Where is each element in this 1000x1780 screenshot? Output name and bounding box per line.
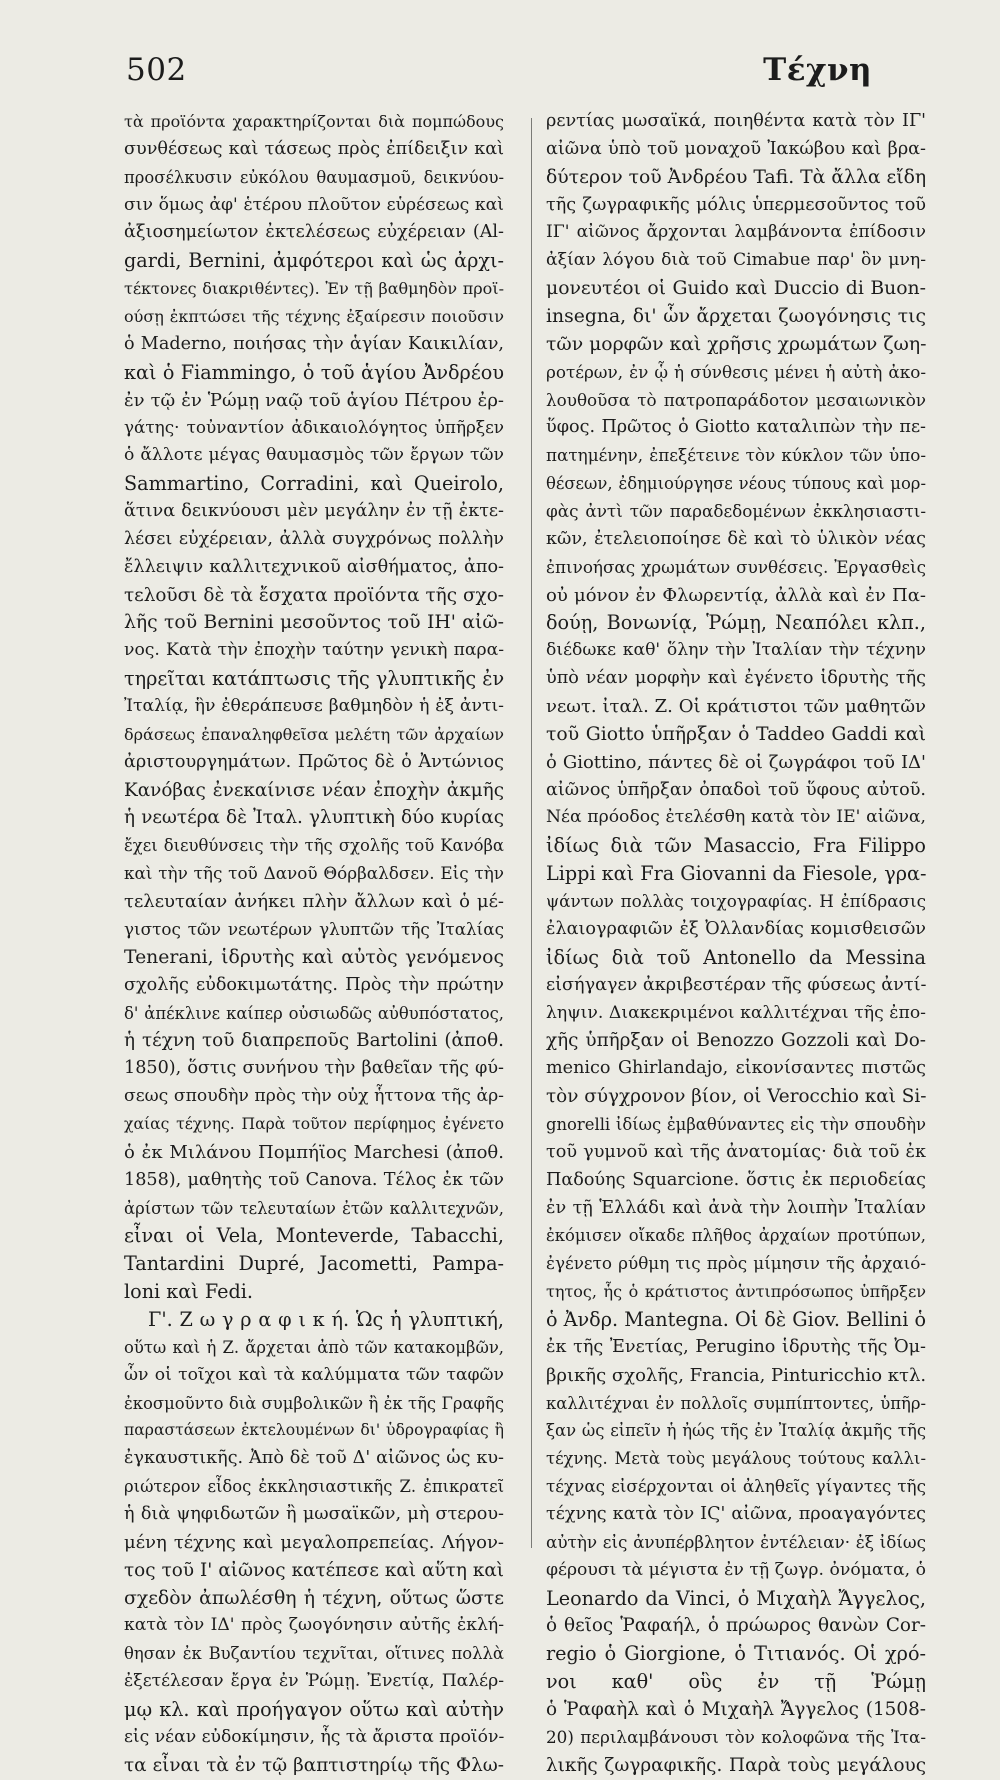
text-line: ροτέρων, ἐν ᾧ ἡ σύνθεσις μένει ἡ αὐτὴ ἀκο- (546, 361, 926, 382)
text-line: ἀξιοσημείωτον ἐκτελέσεως εὐχέρειαν (Al- (124, 222, 504, 243)
text-line: ὕφος. Πρῶτος ὁ Giotto καταλιπὼν τὴν πε- (546, 417, 926, 438)
text-line: προσέλκυσιν εὐκόλου θαυμασμοῦ, δεικνύου- (124, 167, 504, 187)
text-line: λικῆς ζωγραφικῆς. Παρὰ τοὺς μεγάλους (546, 1754, 926, 1776)
text-line: ξαν ὡς εἰπεῖν ἡ ἠώς τῆς ἐν Ἰταλίᾳ ἀκμῆς τῆς (546, 1421, 926, 1441)
text-line: οὐ μόνον ἐν Φλωρεντίᾳ, ἀλλὰ καὶ ἐν Πα- (546, 584, 926, 606)
text-line: ἐλαιογραφιῶν ἐξ Ὀλλανδίας κομισθεισῶν (546, 918, 926, 939)
text-line: θέσεων, ἐδημιούργησε νέους τύπους καὶ μορ- (546, 474, 926, 494)
text-line: ὁ θεῖος Ῥαφαήλ, ὁ πρώωρος θανὼν Cor- (546, 1615, 926, 1637)
text-line: χαίας τέχνης. Παρὰ τοῦτον περίφημος ἐγένετο (124, 1114, 504, 1133)
text-line: τὸν σύγχρονον βίον, οἱ Verocchio καὶ Si- (546, 1086, 926, 1108)
text-line: regio ὁ Giorgione, ὁ Τιτιανός. Οἱ χρό- (546, 1642, 926, 1666)
text-line: Νέα πρόοδος ἐτελέσθη κατὰ τὸν ΙΕ' αἰῶνα, (546, 807, 926, 828)
text-line: 1850), ὅστις συνήνου τὴν βαθεῖαν τῆς φύ- (124, 1058, 504, 1079)
text-line: σχολῆς εὐδοκιμωτάτης. Πρὸς τὴν πρώτην (124, 974, 504, 995)
text-line: ἡ τέχνη τοῦ διαπρεποῦς Bartolini (ἀποθ. (124, 1030, 504, 1052)
text-line: νος. Κατὰ τὴν ἐποχὴν ταύτην γενικὴ παρα- (124, 640, 504, 661)
text-line: καὶ ὁ Fiammingo, ὁ τοῦ ἁγίου Ἀνδρέου (124, 360, 504, 384)
text-line: δράσεως ἐπαναληφθεῖσα μελέτη τῶν ἀρχαίων (124, 724, 504, 744)
text-line: ἐκ τῆς Ἐνετίας, Perugino ἱδρυτὴς τῆς Ὀμ- (546, 1336, 926, 1357)
text-line: ἔλλειψιν καλλιτεχνικοῦ αἰσθήματος, ἀπο- (124, 556, 504, 577)
text-line: καλλιτέχναι ἐν πολλοῖς συμπίπτοντες, ὑπῆρ- (546, 1393, 926, 1413)
text-line: αἰῶνος ὑπῆρξαν ὀπαδοὶ τοῦ ὕφους αὐτοῦ. (546, 779, 926, 800)
text-line: ἀριστουργημάτων. Πρῶτος δὲ ὁ Ἀντώνιος (124, 751, 504, 772)
text-line: ἀρίστων τῶν τελευταίων ἐτῶν καλλιτεχνῶν, (124, 1198, 504, 1218)
text-line: φὰς ἀντὶ τῶν παραδεδομένων ἐκκλησιαστι- (546, 501, 926, 522)
text-line: τῶν μορφῶν καὶ χρῆσις χρωμάτων ζωη- (546, 333, 926, 355)
text-line: ριώτερον εἶδος ἐκκλησιαστικῆς Ζ. ἐπικρατεῖ (124, 1477, 504, 1497)
text-line: ούσῃ ἐκπτώσει τῆς τέχνης ἐξαίρεσιν ποιοῦσιν (124, 307, 504, 327)
text-line: ἡ διὰ ψηφιδωτῶν ἢ μωσαϊκῶν, μὴ στερου- (124, 1503, 504, 1524)
text-line: ψάντων πολλὰς τοιχογραφίας. Η ἐπίδρασις (546, 891, 926, 912)
text-line: φέρουσι τὰ μέγιστα ἐν τῇ ζωγρ. ὀνόματα, ὁ (546, 1559, 926, 1580)
text-line: τητος, ἧς ὁ κράτιστος ἀντιπρόσωπος ὑπῆρξεν (546, 1282, 926, 1302)
text-line: παραστάσεων ἐκτελουμένων δι' ὑδρογραφίας ἢ (124, 1421, 504, 1440)
text-line: εἰς νέαν εὐδοκίμησιν, ἧς τὰ ἄριστα προϊόν- (124, 1726, 504, 1747)
text-line: μονευτέοι οἱ Guido καὶ Duccio di Buon- (546, 278, 926, 300)
text-line: ἅτινα δεικνύουσι μὲν μεγάλην ἐν τῇ ἐκτε- (124, 501, 504, 522)
text-line: ΙΓ' αἰῶνος ἄρχονται λαμβάνοντα ἐπίδοσιν (546, 222, 926, 243)
text-line: πατημένην, ἐπεξέτεινε τὸν κύκλον τῶν ὑπο- (546, 445, 926, 466)
text-line: Tantardini Dupré, Jacometti, Pampa- (124, 1252, 504, 1276)
text-line: γάτης· τοὐναντίον ἀδικαιολόγητος ὑπῆρξεν (124, 417, 504, 438)
text-line: ὁ Giottino, πάντες δὲ οἱ ζωγράφοι τοῦ ΙΔ' (546, 751, 926, 773)
text-line: ὁ ἄλλοτε μέγας θαυμασμὸς τῶν ἔργων τῶν (124, 445, 504, 466)
text-line: τηρεῖται κατάπτωσις τῆς γλυπτικῆς ἐν (124, 667, 504, 691)
text-line: ὁ Ἀνδρ. Mantegna. Οἱ δὲ Giov. Bellini ὁ (546, 1307, 926, 1331)
text-line: ληψιν. Διακεκριμένοι καλλιτέχναι τῆς ἐπο- (546, 1002, 926, 1023)
text-line: Lippi καὶ Fra Giovanni da Fiesole, γρα- (546, 862, 926, 886)
text-line: τελευταίαν ἀνήκει πλὴν ἄλλων καὶ ὁ μέ- (124, 891, 504, 913)
text-line: εἶναι οἱ Vela, Monteverde, Tabacchi, (124, 1224, 504, 1248)
text-line: ἀξίαν λόγου διὰ τοῦ Cimabue παρ' ὃν μνη- (546, 250, 926, 271)
text-line: 1858), μαθητὴς τοῦ Canova. Τέλος ἐκ τῶν (124, 1169, 504, 1190)
text-line: τέχνης. Μετὰ τοὺς μεγάλους τούτους καλλι- (546, 1449, 926, 1469)
text-line: ἐν τῷ ἐν Ῥώμῃ ναῷ τοῦ ἁγίου Πέτρου ἐρ- (124, 389, 504, 411)
running-head: Τέχνη (763, 52, 872, 88)
text-line: τέκτονες διακριθέντες). Ἐν τῇ βαθμηδὸν προϊ- (124, 279, 504, 299)
text-line: ὁ Ῥαφαὴλ καὶ ὁ Μιχαὴλ Ἄγγελος (1508- (546, 1698, 926, 1720)
text-line: τα εἶναι τὰ ἐν τῷ βαπτιστηρίῳ τῆς Φλω- (124, 1754, 504, 1776)
text-line: διέδωκε καθ' ὅλην τὴν Ἰταλίαν τὴν τέχνην (546, 640, 926, 661)
text-line: εἰσήγαγεν ἀκριβεστέραν τῆς φύσεως ἀντί- (546, 974, 926, 995)
text-line: insegna, δι' ὧν ἄρχεται ζωογόνησις τις (546, 306, 926, 328)
text-line: ἐπινοήσας χρωμάτων συνθέσεις. Ἐργασθεὶς (546, 556, 926, 577)
text-line: συνθέσεως καὶ τάσεως πρὸς ἐπίδειξιν καὶ (124, 138, 504, 159)
text-line: ἐγκαυστικῆς. Ἀπὸ δὲ τοῦ Δ' αἰῶνος ὡς κυ- (124, 1448, 504, 1469)
text-line: Tenerani, ἱδρυτὴς καὶ αὐτὸς γενόμενος (124, 946, 504, 968)
text-line: menico Ghirlandajo, εἰκονίσαντες πιστῶς (546, 1058, 926, 1079)
text-line: τελοῦσι δὲ τὰ ἔσχατα προϊόντα τῆς σχο- (124, 584, 504, 606)
text-line: loni καὶ Fedi. (124, 1280, 253, 1304)
text-line: ἐκόμισεν οἴκαδε πλῆθος ἀρχαίων προτύπων, (546, 1226, 926, 1246)
text-line: ὁ Maderno, ποιήσας τὴν ἁγίαν Καικιλίαν, (124, 333, 504, 354)
text-line: ἐν τῇ Ἑλλάδι καὶ ἀνὰ τὴν λοιπὴν Ἰταλίαν (546, 1197, 926, 1218)
text-line: μένη τέχνης καὶ μεγαλοπρεπείας. Λήγον- (124, 1531, 504, 1553)
text-line: τοῦ Giotto ὑπῆρξαν ὁ Taddeo Gaddi καὶ (546, 723, 926, 745)
text-line: ἰδίως διὰ τῶν Masaccio, Fra Filippo (546, 834, 926, 858)
text-line: δύτερον τοῦ Ἀνδρέου Tafi. Τὰ ἄλλα εἴδη (546, 166, 926, 188)
text-line: κατὰ τὸν ΙΔ' πρὸς ζωογόνησιν αὐτῆς ἐκλή- (124, 1615, 504, 1636)
text-line: δ' ἀπέκλινε καίπερ οὐσιωδῶς αὐθυπόστατος, (124, 1003, 504, 1023)
text-line: νοι καθ' οὓς ἐν τῇ Ῥώμῃ (546, 1670, 926, 1694)
text-line: λῆς τοῦ Bernini μεσοῦντος τοῦ ΙΗ' αἰῶ- (124, 612, 504, 634)
text-line: χῆς ὑπῆρξαν οἱ Benozzo Gozzoli καὶ Do- (546, 1030, 926, 1052)
text-line: μῳ κλ. καὶ προήγαγον οὕτω καὶ αὐτὴν (124, 1697, 504, 1721)
text-line: οὕτω καὶ ἡ Ζ. ἄρχεται ἀπὸ τῶν κατακομβῶν, (124, 1337, 504, 1357)
text-line: λέσει εὐχέρειαν, ἀλλὰ συγχρόνως πολλὴν (124, 528, 504, 549)
text-line: ἡ νεωτέρα δὲ Ἰταλ. γλυπτικὴ δύο κυρίας (124, 807, 504, 829)
text-line: γιστος τῶν νεωτέρων γλυπτῶν τῆς Ἰταλίας (124, 918, 504, 939)
text-line: ὑπὸ νέαν μορφὴν καὶ ἐγένετο ἱδρυτὴς τῆς (546, 668, 926, 689)
text-line: τῆς ζωγραφικῆς μόλις ὑπερμεσοῦντος τοῦ (546, 194, 926, 215)
text-line: gardi, Bernini, ἀμφότεροι καὶ ὡς ἀρχι- (124, 249, 504, 273)
text-line: τέχνης κατὰ τὸν ΙϚ' αἰῶνα, προαγαγόντες (546, 1503, 926, 1524)
page-number: 502 (126, 52, 187, 88)
text-line: ἐγένετο ρύθμη τις πρὸς μίμησιν τῆς ἀρχαιό- (546, 1253, 926, 1274)
text-line: νεωτ. ἰταλ. Ζ. Οἱ κράτιστοι τῶν μαθητῶν (546, 696, 926, 718)
text-line: αὐτὴν εἰς ἀνυπέρβλητον ἐντέλειαν· ἐξ ἰδίως (546, 1531, 926, 1552)
text-line: ρεντίας μωσαϊκά, ποιηθέντα κατὰ τὸν ΙΓ' (546, 111, 926, 131)
text-line: ἰδίως διὰ τοῦ Antonello da Messina (546, 945, 926, 969)
right-column (546, 108, 926, 1780)
text-line: θησαν ἐκ Βυζαντίου τεχνῖται, οἵτινες πολλὰ (124, 1644, 504, 1664)
text-line: κῶν, ἐτελειοποίησε δὲ καὶ τὸ ὑλικὸν νέας (546, 528, 926, 549)
text-line: Sammartino, Corradini, καὶ Queirolo, (124, 472, 504, 496)
text-line: ὁ ἐκ Μιλάνου Πομπήϊος Marchesi (ἀποθ. (124, 1141, 504, 1163)
text-line: Ἰταλίᾳ, ἣν ἐθεράπευσε βαθμηδὸν ἡ ἐξ ἀντι- (124, 696, 504, 717)
text-line: ἐκοσμοῦντο διὰ συμβολικῶν ἢ ἐκ τῆς Γραφῆς (124, 1393, 504, 1413)
text-line: σχεδὸν ἀπωλέσθη ἡ τέχνη, οὕτως ὥστε (124, 1587, 504, 1609)
text-line: σιν ὅμως ἀφ' ἑτέρου πλοῦτον εὑρέσεως καὶ (124, 194, 504, 215)
text-line: ὧν οἱ τοῖχοι καὶ τὰ καλύμματα τῶν ταφῶν (124, 1364, 504, 1385)
text-line: καὶ τὴν τῆς τοῦ Δανοῦ Θόρβαλδσεν. Εἰς τὴν (124, 863, 504, 884)
text-line: Κανόβας ἐνεκαίνισε νέαν ἐποχὴν ἀκμῆς (124, 779, 504, 801)
text-line: Παδούης Squarcione. ὅστις ἐκ περιοδείας (546, 1169, 926, 1190)
page-header (0, 52, 1000, 102)
text-line: gnorelli ἰδίως ἐμβαθύναντες εἰς τὴν σπουδὴν (546, 1114, 926, 1134)
text-line: τὰ προϊόντα χαρακτηρίζονται διὰ πομπώδους (124, 112, 504, 131)
text-line: Leonardo da Vinci, ὁ Μιχαὴλ Ἄγγελος, (546, 1586, 926, 1610)
text-line: 20) περιλαμβάνουσι τὸν κολοφῶνα τῆς Ἰτα- (546, 1726, 926, 1747)
text-line: δούῃ, Βονωνίᾳ, Ῥώμῃ, Νεαπόλει κλπ., (546, 611, 926, 635)
text-line: λουθοῦσα τὸ πατροπαράδοτον μεσαιωνικὸν (546, 389, 926, 410)
text-line: τοῦ γυμνοῦ καὶ τῆς ἀνατομίας· διὰ τοῦ ἐκ (546, 1141, 926, 1162)
left-column (124, 108, 504, 1780)
text-line: ἔχει διευθύνσεις τὴν τῆς σχολῆς τοῦ Κανόβα (124, 836, 504, 856)
text-line: αἰῶνα ὑπὸ τοῦ μοναχοῦ Ἰακώβου καὶ βρα- (546, 138, 926, 159)
text-line: ἐξετέλεσαν ἔργα ἐν Ῥώμῃ. Ἐνετίᾳ, Παλέρ- (124, 1671, 504, 1692)
text-line: Γ'. Ζ ω γ ρ α φ ι κ ή. Ὡς ἡ γλυπτική, (148, 1307, 504, 1331)
text-line: βρικῆς σχολῆς, Francia, Pinturicchio κτλ. (546, 1364, 926, 1386)
text-line: τος τοῦ Ι' αἰῶνος κατέπεσε καὶ αὕτη καὶ (124, 1559, 504, 1581)
column-divider (531, 118, 532, 1548)
text-line: σεως σπουδὴν πρὸς τὴν οὐχ ἧττονα τῆς ἀρ- (124, 1086, 504, 1107)
text-line: τέχνας εἰσέρχονται οἱ ἀληθεῖς γίγαντες τῆς (546, 1476, 926, 1497)
